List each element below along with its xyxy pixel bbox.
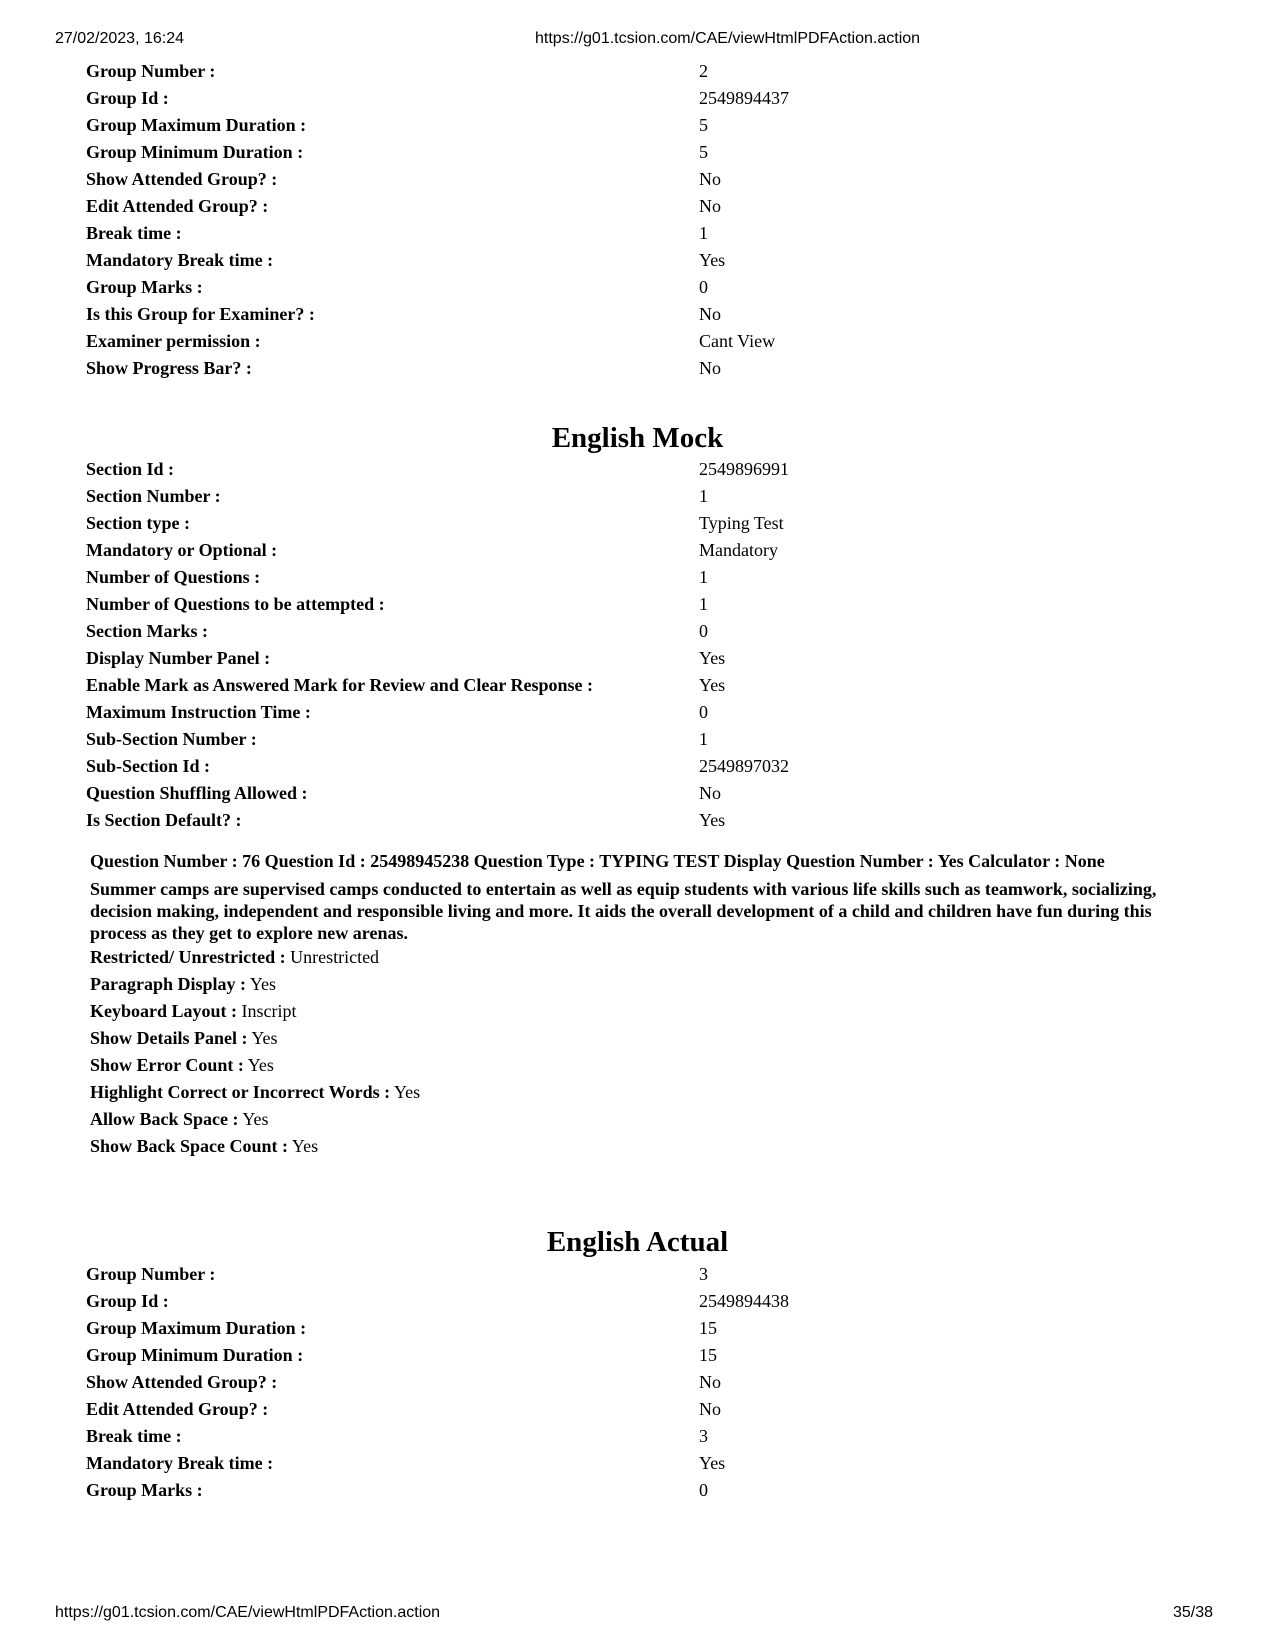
info-row: [86, 1480, 1186, 1507]
info-row: [86, 277, 1186, 304]
info-value: 2549897032: [699, 756, 789, 776]
property-label: Show Back Space Count :: [90, 1136, 289, 1156]
property-value: Yes: [249, 974, 277, 994]
info-row: [86, 1318, 1186, 1345]
info-row: [86, 783, 1186, 810]
info-label: Section Number :: [86, 486, 221, 506]
info-label: Group Id :: [86, 88, 169, 108]
info-row: [86, 1453, 1186, 1480]
info-row: [86, 1399, 1186, 1426]
info-value: 5: [699, 115, 708, 135]
property-value: Inscript: [241, 1001, 297, 1021]
info-label: Examiner permission :: [86, 331, 261, 351]
info-label: Is this Group for Examiner? :: [86, 304, 315, 324]
info-row: [86, 540, 1186, 567]
info-row: [86, 1264, 1186, 1291]
property-value: Yes: [242, 1109, 269, 1129]
info-label: Break time :: [86, 223, 182, 243]
info-label: Group Maximum Duration :: [86, 1318, 307, 1338]
question-paragraph: Summer camps are supervised camps conducted to entertain as well as equip students with various life skills such as teamwork, socializing, decision making, independent and responsible living and more. It aids the overall development of a child and children have fun during this process as they get to explore new arenas.: [90, 879, 1157, 943]
info-value: 0: [699, 277, 708, 297]
info-value: Cant View: [699, 331, 776, 351]
info-value: No: [699, 169, 721, 189]
info-label: Section Marks :: [86, 621, 208, 641]
section-heading-english-actual: English Actual: [546, 1226, 729, 1258]
info-row: [86, 61, 1186, 88]
property-value: Yes: [291, 1136, 319, 1156]
info-value: Yes: [699, 250, 726, 270]
info-label: Section Id :: [86, 459, 175, 479]
property-label: Show Details Panel :: [90, 1028, 248, 1048]
footer-url: https://g01.tcsion.com/CAE/viewHtmlPDFAction.action: [55, 1604, 441, 1621]
info-value: Yes: [699, 648, 726, 668]
info-row: [86, 675, 1186, 702]
info-label: Question Shuffling Allowed :: [86, 783, 308, 803]
question-property: [90, 1106, 1190, 1133]
print-date: 27/02/2023, 16:24: [55, 30, 185, 47]
question-property: [90, 944, 1190, 971]
section-info-table: [86, 459, 1186, 837]
info-row: [86, 756, 1186, 783]
property-label: Restricted/ Unrestricted :: [90, 947, 286, 967]
info-label: Edit Attended Group? :: [86, 1399, 269, 1419]
info-value: 1: [699, 223, 708, 243]
property-value: Yes: [251, 1028, 278, 1048]
info-row: [86, 729, 1186, 756]
info-row: [86, 567, 1186, 594]
info-label: Is Section Default? :: [86, 810, 242, 830]
info-value: No: [699, 358, 721, 378]
question-property: [90, 998, 1190, 1025]
info-value: Yes: [699, 675, 726, 695]
info-row: [86, 1426, 1186, 1453]
info-row: [86, 648, 1186, 675]
info-value: 2549894438: [699, 1291, 789, 1311]
info-label: Break time :: [86, 1426, 182, 1446]
property-label: Show Error Count :: [90, 1055, 244, 1075]
info-row: [86, 115, 1186, 142]
info-label: Group Id :: [86, 1291, 169, 1311]
info-row: [86, 513, 1186, 540]
info-label: Group Maximum Duration :: [86, 115, 307, 135]
group-info-table: [86, 61, 1186, 385]
info-value: 3: [699, 1264, 708, 1284]
question-property: [90, 1052, 1190, 1079]
section-heading-english-mock: English Mock: [551, 422, 724, 454]
page-number: 35/38: [1173, 1604, 1214, 1621]
info-label: Sub-Section Id :: [86, 756, 211, 776]
info-label: Show Progress Bar? :: [86, 358, 252, 378]
info-value: No: [699, 196, 721, 216]
info-label: Group Marks :: [86, 277, 203, 297]
info-value: No: [699, 1399, 721, 1419]
info-value: Yes: [699, 810, 726, 830]
info-value: 2549896991: [699, 459, 789, 479]
info-label: Show Attended Group? :: [86, 169, 278, 189]
info-label: Enable Mark as Answered Mark for Review and Clear Response :: [86, 675, 593, 695]
info-row: [86, 196, 1186, 223]
info-label: Edit Attended Group? :: [86, 196, 269, 216]
info-row: [86, 304, 1186, 331]
question-properties: [90, 944, 1190, 1160]
info-row: [86, 223, 1186, 250]
info-label: Number of Questions :: [86, 567, 261, 587]
property-label: Keyboard Layout :: [90, 1001, 238, 1021]
property-value: Unrestricted: [290, 947, 380, 967]
info-row: [86, 331, 1186, 358]
info-value: 2549894437: [699, 88, 789, 108]
info-row: [86, 702, 1186, 729]
info-label: Group Number :: [86, 1264, 216, 1284]
info-value: 15: [699, 1318, 717, 1338]
info-row: [86, 594, 1186, 621]
info-row: [86, 142, 1186, 169]
info-row: [86, 621, 1186, 648]
info-label: Mandatory Break time :: [86, 250, 274, 270]
question-property: [90, 1133, 1190, 1160]
property-label: Allow Back Space :: [90, 1109, 239, 1129]
info-value: 1: [699, 486, 708, 506]
info-row: [86, 88, 1186, 115]
question-block: [90, 850, 1190, 1160]
info-value: 15: [699, 1345, 717, 1365]
info-row: [86, 1372, 1186, 1399]
group-info-table-2: [86, 1264, 1186, 1507]
info-value: 1: [699, 594, 708, 614]
info-label: Group Minimum Duration :: [86, 142, 304, 162]
info-row: [86, 810, 1186, 837]
info-row: [86, 169, 1186, 196]
info-value: No: [699, 1372, 721, 1392]
info-value: 0: [699, 1480, 708, 1500]
info-value: No: [699, 783, 721, 803]
info-label: Mandatory Break time :: [86, 1453, 274, 1473]
info-label: Group Minimum Duration :: [86, 1345, 304, 1365]
info-label: Number of Questions to be attempted :: [86, 594, 385, 614]
info-row: [86, 1345, 1186, 1372]
info-value: Typing Test: [699, 513, 784, 533]
property-value: Yes: [393, 1082, 421, 1102]
info-row: [86, 459, 1186, 486]
info-label: Maximum Instruction Time :: [86, 702, 311, 722]
info-label: Show Attended Group? :: [86, 1372, 278, 1392]
info-row: [86, 1291, 1186, 1318]
info-value: 5: [699, 142, 708, 162]
info-value: 1: [699, 729, 708, 749]
info-label: Sub-Section Number :: [86, 729, 257, 749]
question-property: [90, 1079, 1190, 1106]
property-value: Yes: [247, 1055, 274, 1075]
info-value: No: [699, 304, 721, 324]
info-row: [86, 486, 1186, 513]
info-value: Mandatory: [699, 540, 778, 560]
info-label: Mandatory or Optional :: [86, 540, 278, 560]
info-row: [86, 250, 1186, 277]
print-url: https://g01.tcsion.com/CAE/viewHtmlPDFAction.action: [535, 30, 921, 47]
info-label: Group Marks :: [86, 1480, 203, 1500]
question-property: [90, 1025, 1190, 1052]
info-label: Group Number :: [86, 61, 216, 81]
property-label: Highlight Correct or Incorrect Words :: [90, 1082, 391, 1102]
info-value: 2: [699, 61, 708, 81]
info-value: 1: [699, 567, 708, 587]
info-label: Section type :: [86, 513, 190, 533]
info-value: 3: [699, 1426, 708, 1446]
info-label: Display Number Panel :: [86, 648, 271, 668]
info-value: 0: [699, 702, 708, 722]
info-row: [86, 358, 1186, 385]
info-value: Yes: [699, 1453, 726, 1473]
question-property: [90, 971, 1190, 998]
info-value: 0: [699, 621, 708, 641]
question-header-line: Question Number : 76 Question Id : 25498945238 Question Type : TYPING TEST Display Question Number : Yes Calculator : None: [90, 851, 1105, 871]
property-label: Paragraph Display :: [90, 974, 247, 994]
